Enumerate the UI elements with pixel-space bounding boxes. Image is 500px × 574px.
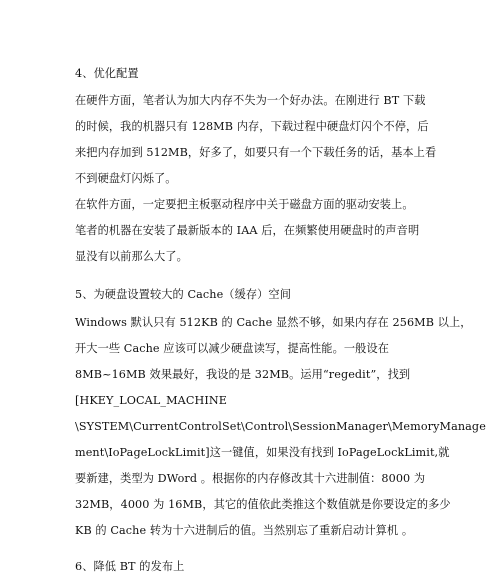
section-5-line2: 开大一些 Cache 应该可以减少硬盘读写，提高性能。一般设在 (75, 342, 390, 355)
section-5-line6: ment\IoPageLockLimit]这一键值，如果没有找到 IoPageLockLimit,就 (75, 446, 450, 459)
section-4-para1-line1: 在硬件方面，笔者认为加大内存不失为一个好办法。在刚进行 BT 下载 (75, 94, 426, 107)
section-4-heading: 4、优化配置 (75, 67, 139, 80)
section-4-para2-line2: 笔者的机器在安装了最新版本的 IAA 后，在频繁使用硬盘时的声音明 (75, 224, 420, 237)
section-5-line8: 32MB，4000 为 16MB，其它的值依此类推这个数值就是你要设定的多少 (75, 498, 451, 511)
section-5-line5: \SYSTEM\CurrentControlSet\Control\SessionManager\MemoryManage (75, 420, 486, 433)
section-4-para2-line3: 显没有以前那么大了。 (75, 250, 188, 263)
section-5-line3: 8MB~16MB 效果最好，我设的是 32MB。运用“regedit”，找到 (75, 368, 411, 381)
section-4-para1-line3: 来把内存加到 512MB，好多了，如要只有一个下载任务的话，基本上看 (75, 146, 437, 159)
section-5-line7: 要新建，类型为 DWord 。根据你的内存修改其十六进制值：8000 为 (75, 472, 426, 485)
section-4-para1-line4: 不到硬盘灯闪烁了。 (75, 172, 177, 185)
section-6-heading: 6、降低 BT 的发布上 (75, 560, 185, 573)
section-5-line4: [HKEY_LOCAL_MACHINE (75, 394, 228, 407)
section-5-line9: KB 的 Cache 转为十六进制后的值。当然别忘了重新启动计算机 。 (75, 524, 414, 537)
section-4-para2-line1: 在软件方面，一定要把主板驱动程序中关于磁盘方面的驱动安装上。 (75, 198, 414, 211)
section-5-heading: 5、为硬盘设置较大的 Cache（缓存）空间 (75, 288, 292, 301)
section-4-para1-line2: 的时候，我的机器只有 128MB 内存，下载过程中硬盘灯闪个不停，后 (75, 120, 429, 133)
section-5-line1: Windows 默认只有 512KB 的 Cache 显然不够，如果内存在 256MB 以上， (75, 316, 472, 329)
